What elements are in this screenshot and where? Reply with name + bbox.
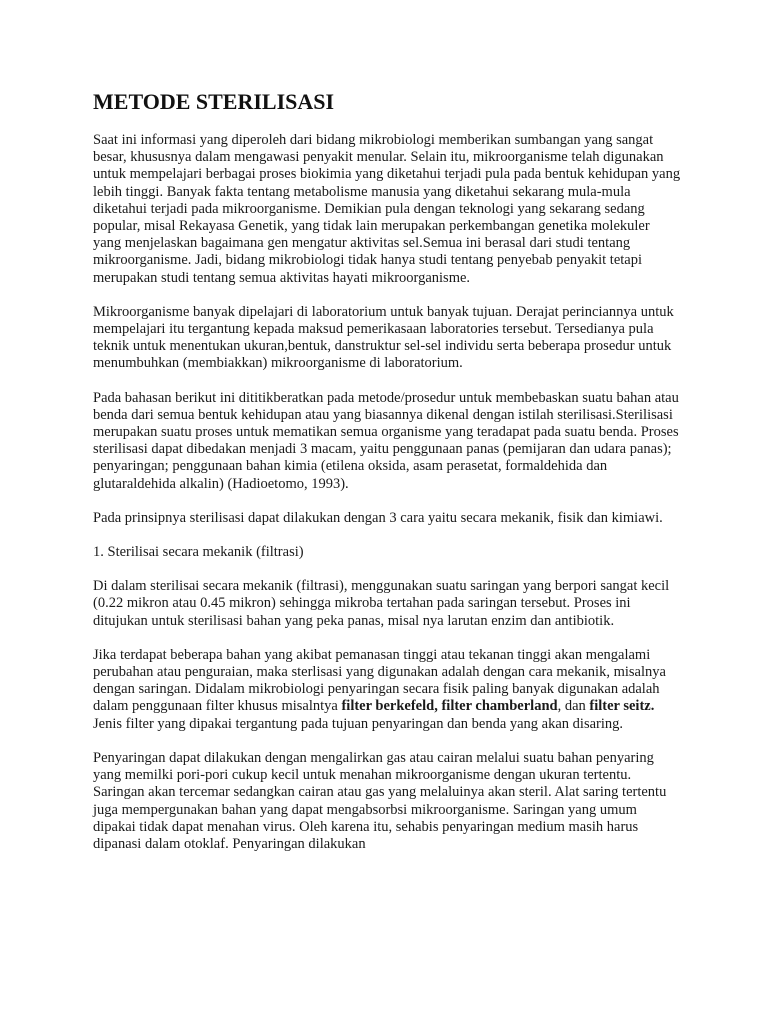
filter-types-text-2: , dan — [557, 698, 590, 715]
section-heading-mechanical: 1. Sterilisai secara mekanik (filtrasi) — [93, 544, 304, 561]
paragraph-laboratory: Mikroorganisme banyak dipelajari di laboratorium untuk banyak tujuan. Derajat perinciannya untuk mempelajari itu tergantung kepada maksud pemerikasaan laboratories tersebut. Tersedianya pula teknik untuk menentukan ukuran,bentuk, danstruktur sel-sel individu serta beberapa prosedur untuk menumbuhkan (membiakkan) mikroorganisme di laboratorium. — [93, 303, 674, 372]
filter-names-bold-1: filter berkefeld, filter chamberland — [341, 698, 558, 715]
filter-types-text-3: Jenis filter yang dipakai tergantung pada tujuan penyaringan dan benda yang akan disaring. — [93, 715, 624, 732]
document-title: METODE STERILISASI — [93, 89, 335, 114]
paragraph-filtering-process: Penyaringan dapat dilakukan dengan mengalirkan gas atau cairan melalui suatu bahan penyaring yang memilki pori-pori cukup kecil untuk menahan mikroorganisme dengan ukuran tertentu. Saringan akan tercemar sedangkan cairan atau gas yang melaluinya akan steril. Alat saring tertentu juga mempergunakan bahan yang dapat mengabsorbsi mikroorganisme. Saringan yang umum dipakai tidak dapat menahan virus. Oleh karena itu, sehabis penyaringan medium masih harus dipanasi dalam otoklaf. Penyaringan dilakukan — [93, 749, 667, 852]
paragraph-sterilization-definition: Pada bahasan berikut ini dititikberatkan pada metode/prosedur untuk membebaskan suatu bahan atau benda dari semua bentuk kehidupan atau yang biasannya dikenal dengan istilah sterilisasi.Sterilisasi merupakan suatu proses untuk mematikan semua organisme yang teradapat pada suatu benda. Proses sterilisasi dapat dibedakan menjadi 3 macam, yaitu penggunaan panas (pemijaran dan udara panas); penyaringan; penggunaan bahan kimia (etilena oksida, asam perasetat, formaldehida dan glutaraldehida alkalin) (Hadioetomo, 1993). — [93, 389, 679, 492]
filter-names-bold-2: filter seitz. — [589, 698, 655, 715]
document-body — [93, 88, 681, 870]
filter-types-text-1: Jika terdapat beberapa bahan yang akibat pemanasan tinggi atau tekanan tinggi akan mengalami perubahan atau penguraian, maka sterlisasi yang digunakan adalah dengan cara mekanik, misalnya dengan saringan. Didalam mikrobiologi penyaringan secara fisik paling banyak digunakan adalah dalam penggunaan filter khusus misalntya — [93, 646, 666, 715]
paragraph-filtration: Di dalam sterilisai secara mekanik (filtrasi), menggunakan suatu saringan yang berpori sangat kecil (0.22 mikron atau 0.45 mikron) sehingga mikroba tertahan pada saringan tersebut. Proses ini ditujukan untuk sterilisasi bahan yang peka panas, misal nya larutan enzim dan antibiotik. — [93, 578, 670, 629]
paragraph-principles: Pada prinsipnya sterilisasi dapat dilakukan dengan 3 cara yaitu secara mekanik, fisik dan kimiawi. — [93, 509, 663, 526]
paragraph-filter-types — [93, 647, 681, 733]
paragraph-intro: Saat ini informasi yang diperoleh dari bidang mikrobiologi memberikan sumbangan yang sangat besar, khususnya dalam mengawasi penyakit menular. Selain itu, mikroorganisme telah digunakan untuk mempelajari berbagai proses biokimia yang diketahui terjadi pula pada bentuk kehidupan yang lebih tinggi. Banyak fakta tentang metabolisme manusia yang diketahui sekarang mula-mula diketahui terjadi pada mikroorganisme. Demikian pula dengan teknologi yang sekarang sedang popular, misal Rekayasa Genetik, yang tidak lain merupakan perkembangan genetika molekuler yang menjelaskan bagaimana gen mengatur aktivitas sel.Semua ini berasal dari studi tentang mikroorganisme. Jadi, bidang mikrobiologi tidak hanya studi tentang penyebab penyakit tetapi merupakan studi tentang semua aktivitas hayati mikroorganisme. — [93, 132, 681, 286]
